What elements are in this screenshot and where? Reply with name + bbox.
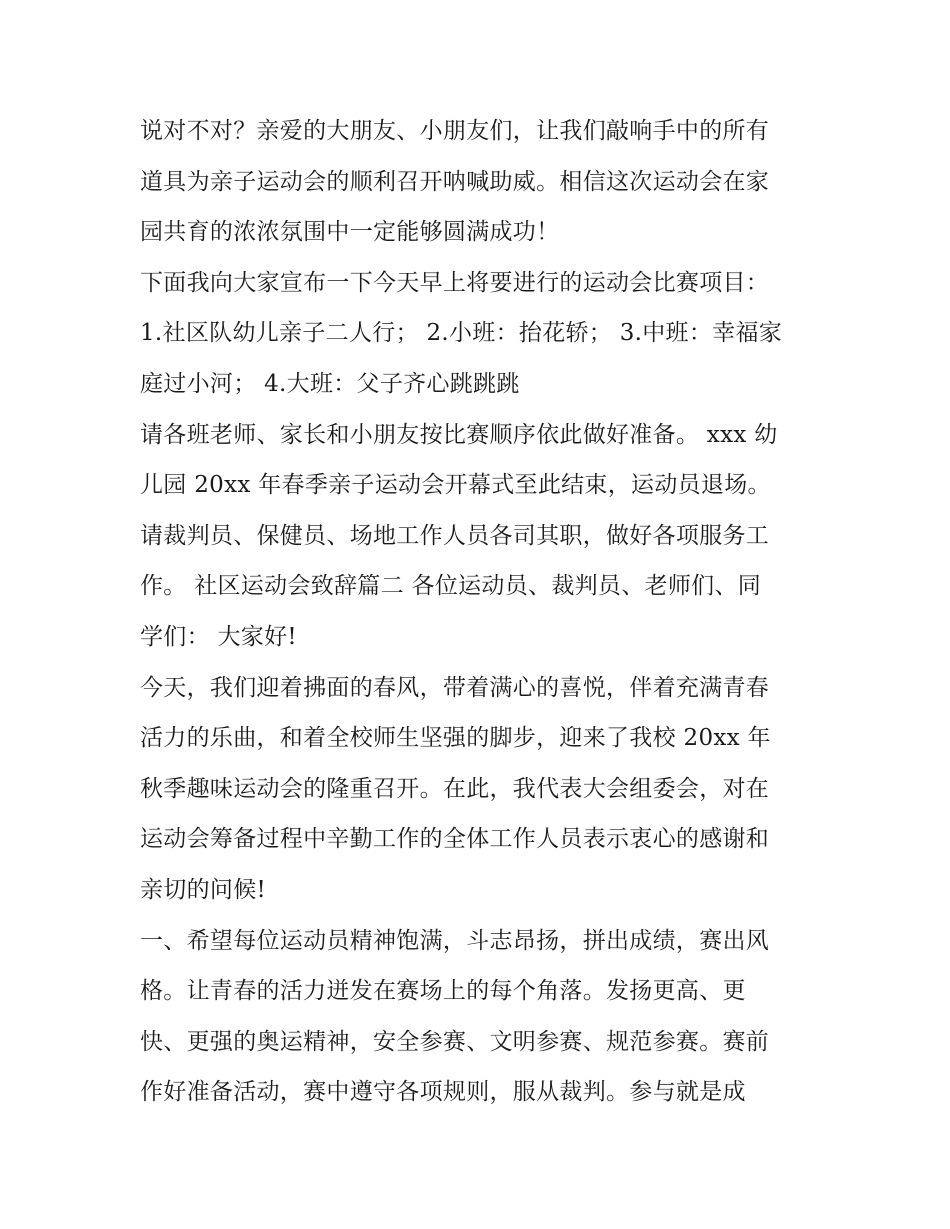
text-line: 园共育的浓浓氛围中一定能够圆满成功！ (140, 219, 560, 246)
paragraph-3 (140, 410, 820, 663)
text-line: 1.社区队幼儿亲子二人行； 2.小班：抬花轿； 3.中班：幸福家 (140, 320, 783, 347)
text-line: 庭过小河； 4.大班：父子齐心跳跳跳 (140, 370, 520, 397)
text-line: 作。 社区运动会致辞篇二 各位运动员、裁判员、老师们、同 (140, 573, 762, 600)
text-line: 请裁判员、保健员、场地工作人员各司其职，做好各项服务工 (140, 522, 770, 549)
paragraph-5 (140, 916, 820, 1118)
text-line: 今天，我们迎着拂面的春风，带着满心的喜悦，伴着充满青春 (140, 674, 770, 701)
text-line: 说对不对？亲爱的大朋友、小朋友们，让我们敲响手中的所有 (140, 118, 770, 144)
text-line: 请各班老师、家长和小朋友按比赛顺序依此做好准备。 xxx 幼 (140, 421, 778, 448)
text-line: 秋季趣味运动会的隆重召开。在此，我代表大会组委会，对在 (140, 775, 770, 802)
paragraph-4 (140, 663, 820, 916)
document-body (140, 106, 820, 1118)
text-line: 亲切的问候! (140, 876, 267, 903)
paragraph-2 (140, 258, 820, 410)
paragraph-1 (140, 106, 820, 258)
text-line: 一、希望每位运动员精神饱满，斗志昂扬，拼出成绩，赛出风 (140, 927, 770, 954)
text-line: 道具为亲子运动会的顺利召开呐喊助威。相信这次运动会在家 (140, 168, 770, 195)
text-line: 运动会筹备过程中辛勤工作的全体工作人员表示衷心的感谢和 (140, 826, 770, 853)
text-line: 活力的乐曲，和着全校师生坚强的脚步，迎来了我校 20xx 年 (140, 725, 771, 752)
text-line: 下面我向大家宣布一下今天早上将要进行的运动会比赛项目： (140, 269, 770, 296)
text-line: 学们： 大家好! (140, 623, 297, 650)
text-line: 格。让青春的活力迸发在赛场上的每个角落。发扬更高、更 (140, 978, 746, 1005)
text-line: 儿园 20xx 年春季亲子运动会开幕式至此结束，运动员退场。 (140, 472, 771, 499)
text-line: 作好准备活动，赛中遵守各项规则，服从裁判。参与就是成 (140, 1079, 746, 1106)
text-line: 快、更强的奥运精神，安全参赛、文明参赛、规范参赛。赛前 (140, 1028, 770, 1055)
